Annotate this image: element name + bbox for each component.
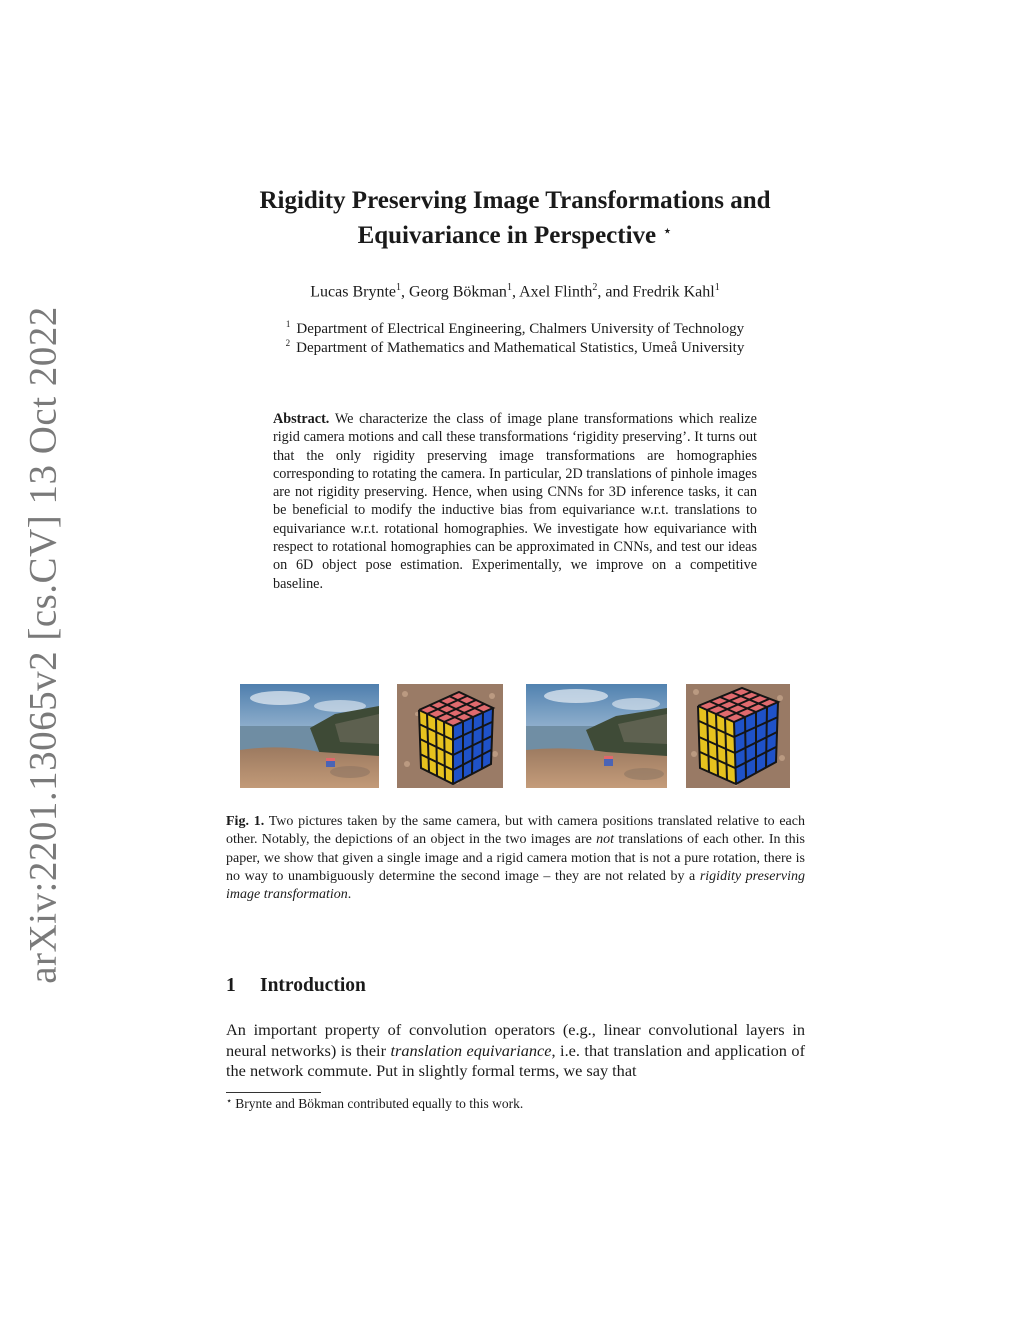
intro-paragraph — [226, 1020, 805, 1082]
author-name: Fredrik Kahl — [632, 283, 715, 301]
figure-label: Fig. 1. — [226, 814, 265, 829]
title-line-1: Rigidity Preserving Image Transformations and — [259, 187, 771, 214]
body-text: , i.e. that translation and application of the network commute. Put in slightly formal terms, we say that — [226, 1040, 805, 1080]
shoreline-photo-1 — [240, 684, 379, 788]
abstract-label: Abstract. — [273, 411, 330, 427]
footnote-rule — [226, 1092, 321, 1093]
figure-1-caption — [226, 813, 805, 904]
arxiv-identifier-text: arXiv:2201.13065v2 [cs.CV] 13 Oct 2022 — [21, 306, 65, 984]
author-name: Georg Bökman — [409, 283, 507, 301]
body-emphasis: translation equivariance — [390, 1040, 552, 1060]
author-separator: , — [511, 283, 520, 301]
author-name: Axel Flinth — [519, 283, 593, 301]
title-line-2 — [200, 216, 830, 251]
section-heading — [226, 975, 366, 997]
section-title: Introduction — [260, 975, 366, 996]
footnote-mark: ⋆ — [226, 1096, 233, 1107]
caption-emphasis: rigidity preserving image transformation — [226, 868, 806, 903]
caption-text: Two pictures taken by the same camera, but with camera positions translated relative to each other. Notably, the depictions of an object in the two images are — [226, 814, 805, 848]
rubiks-cube-photo-2 — [686, 684, 790, 788]
caption-text: . — [347, 887, 352, 903]
author-affiliation-mark: 1 — [506, 282, 512, 293]
rubiks-cube-photo-1 — [397, 684, 503, 788]
caption-emphasis: not — [596, 832, 615, 848]
affiliation-text: Department of Mathematics and Mathematical Statistics, Umeå University — [296, 340, 745, 356]
caption-text: translations of each other. In this paper, we show that given a single image and a rigid camera motion that is not a pure rotation, there is no way to unambiguously determine the second image – they are not related by a — [226, 832, 805, 884]
abstract-text: We characterize the class of image plane transformations which realize rigid camera motions and call these transformations ‘rigidity preserving’. It turns out that the only rigidity preserving image transformations are homographies corresponding to rotating the camera. In particular, 2D translations of pinhole images are not rigidity preserving. Hence, when using CNNs for 3D inference tasks, it can be beneficial to modify the inductive bias from equivariance w.r.t. translations to equivariance w.r.t. rotational homographies. We investigate how equivariance with respect to rotational homographies can be approximated in CNNs, and test our ideas on 6D object pose estimation. Experimentally, we improve on a competitive baseline. — [273, 411, 757, 592]
author-separator: , — [401, 283, 410, 301]
affiliation — [200, 338, 830, 357]
body-text: An important property of convolution operators (e.g., linear convolutional layers in neural networks) is their — [226, 1020, 805, 1060]
footnote — [226, 1096, 523, 1112]
author-separator: , and — [597, 283, 633, 301]
author-affiliation-mark: 1 — [396, 282, 402, 293]
author-list — [200, 282, 830, 301]
affiliation — [200, 319, 830, 338]
title-line-2-text: Equivariance in Perspective — [357, 222, 657, 249]
footnote-text: Brynte and Bökman contributed equally to this work. — [235, 1096, 524, 1111]
author-name: Lucas Brynte — [310, 283, 397, 301]
affiliation-text: Department of Electrical Engineering, Chalmers University of Technology — [296, 321, 745, 337]
title-footnote-mark: ⋆ — [662, 223, 673, 240]
affiliation-number: 2 — [285, 338, 291, 348]
author-affiliation-mark: 2 — [592, 282, 598, 293]
abstract — [273, 410, 757, 593]
paper-title — [200, 185, 830, 251]
figure-1-images — [240, 684, 792, 788]
shoreline-photo-2 — [526, 684, 667, 788]
section-number: 1 — [226, 975, 236, 996]
affiliation-number: 1 — [285, 319, 291, 329]
author-affiliation-mark: 1 — [714, 282, 720, 293]
